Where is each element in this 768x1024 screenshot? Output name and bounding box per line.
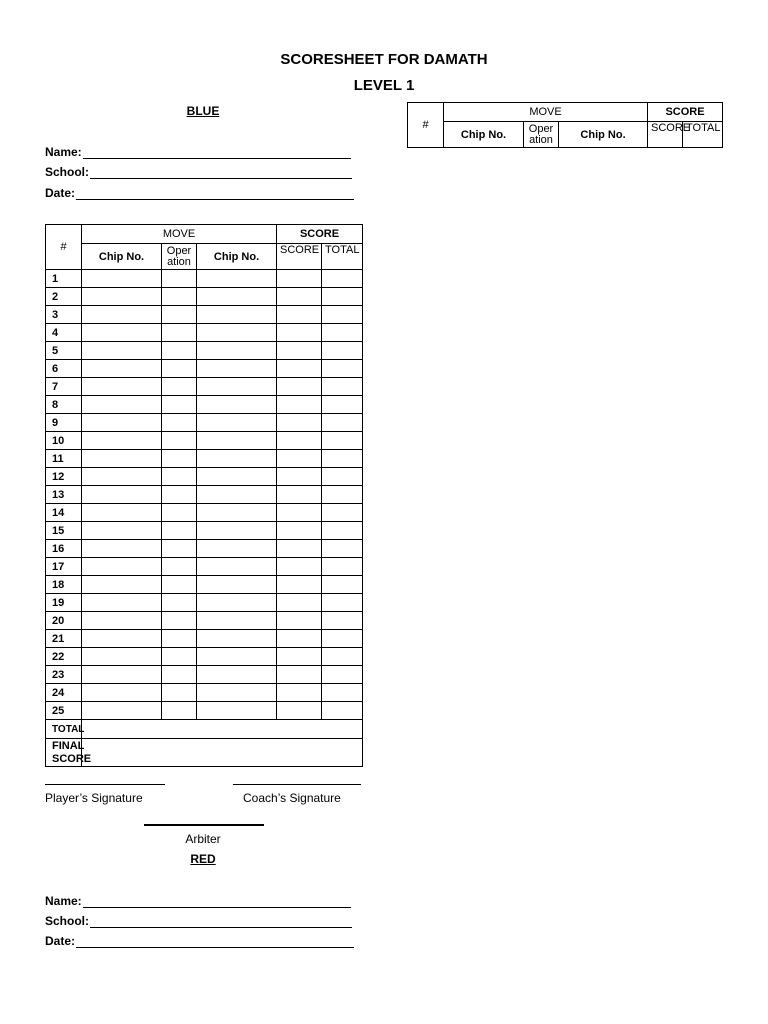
chip-no-cell-2[interactable] bbox=[197, 702, 277, 720]
row-number: 8 bbox=[46, 396, 82, 414]
chip-no-cell[interactable] bbox=[82, 468, 162, 486]
red-school-line[interactable] bbox=[90, 916, 352, 928]
chip-no-cell-2[interactable] bbox=[197, 468, 277, 486]
operation-cell[interactable] bbox=[162, 378, 197, 396]
chip-no-cell-2[interactable] bbox=[197, 288, 277, 306]
table-row bbox=[46, 414, 363, 432]
score-cell[interactable] bbox=[277, 324, 322, 342]
chip-no-cell-2[interactable] bbox=[197, 486, 277, 504]
chip-no-cell-2[interactable] bbox=[197, 396, 277, 414]
total-row-value[interactable] bbox=[82, 720, 363, 739]
total-cell[interactable] bbox=[322, 486, 363, 504]
row-number: 20 bbox=[46, 612, 82, 630]
table-row bbox=[46, 522, 363, 540]
chip-no-cell-2[interactable] bbox=[197, 306, 277, 324]
red-chip-no-header-2: Chip No. bbox=[559, 122, 648, 148]
chip-no-cell[interactable] bbox=[82, 486, 162, 504]
total-cell[interactable] bbox=[322, 522, 363, 540]
operation-cell[interactable] bbox=[162, 288, 197, 306]
operation-cell[interactable] bbox=[162, 648, 197, 666]
score-group-header: SCORE bbox=[277, 225, 363, 244]
row-number: 14 bbox=[46, 504, 82, 522]
total-cell[interactable] bbox=[322, 432, 363, 450]
level-title: LEVEL 1 bbox=[353, 77, 415, 94]
operation-cell[interactable] bbox=[162, 540, 197, 558]
chip-no-cell[interactable] bbox=[82, 630, 162, 648]
chip-no-cell[interactable] bbox=[82, 594, 162, 612]
row-number: 1 bbox=[46, 270, 82, 288]
total-cell[interactable] bbox=[322, 666, 363, 684]
operation-cell[interactable] bbox=[162, 468, 197, 486]
coach-signature-line[interactable] bbox=[233, 784, 361, 785]
chip-no-cell-2[interactable] bbox=[197, 378, 277, 396]
total-cell[interactable] bbox=[322, 468, 363, 486]
total-cell[interactable] bbox=[322, 414, 363, 432]
total-cell[interactable] bbox=[322, 612, 363, 630]
chip-no-header-2: Chip No. bbox=[197, 244, 277, 270]
chip-no-cell[interactable] bbox=[82, 648, 162, 666]
score-cell[interactable] bbox=[277, 666, 322, 684]
chip-no-cell-2[interactable] bbox=[197, 504, 277, 522]
total-cell[interactable] bbox=[322, 450, 363, 468]
chip-no-cell-2[interactable] bbox=[197, 540, 277, 558]
score-cell[interactable] bbox=[277, 396, 322, 414]
operation-cell[interactable] bbox=[162, 414, 197, 432]
score-cell[interactable] bbox=[277, 540, 322, 558]
total-cell[interactable] bbox=[322, 342, 363, 360]
chip-no-cell[interactable] bbox=[82, 360, 162, 378]
operation-cell[interactable] bbox=[162, 504, 197, 522]
score-cell[interactable] bbox=[277, 270, 322, 288]
score-cell[interactable] bbox=[277, 612, 322, 630]
operation-cell[interactable] bbox=[162, 702, 197, 720]
chip-no-cell-2[interactable] bbox=[197, 684, 277, 702]
table-row bbox=[46, 594, 363, 612]
row-number: 4 bbox=[46, 324, 82, 342]
red-date-line[interactable] bbox=[76, 936, 354, 948]
red-name-line[interactable] bbox=[83, 896, 351, 908]
chip-no-cell-2[interactable] bbox=[197, 612, 277, 630]
table-row bbox=[46, 684, 363, 702]
chip-no-cell-2[interactable] bbox=[197, 522, 277, 540]
score-cell[interactable] bbox=[277, 378, 322, 396]
total-cell[interactable] bbox=[322, 684, 363, 702]
chip-no-cell-2[interactable] bbox=[197, 576, 277, 594]
red-name-field[interactable] bbox=[45, 894, 351, 908]
table-row bbox=[46, 324, 363, 342]
row-number: 12 bbox=[46, 468, 82, 486]
table-row bbox=[46, 612, 363, 630]
row-number: 24 bbox=[46, 684, 82, 702]
red-total-header: TOTAL bbox=[683, 122, 723, 148]
blue-school-line[interactable] bbox=[90, 167, 352, 179]
total-cell[interactable] bbox=[322, 630, 363, 648]
red-date-label: Date: bbox=[45, 934, 76, 948]
total-cell[interactable] bbox=[322, 558, 363, 576]
row-number: 23 bbox=[46, 666, 82, 684]
total-cell[interactable] bbox=[322, 270, 363, 288]
row-number: 18 bbox=[46, 576, 82, 594]
final-score-value[interactable] bbox=[82, 739, 363, 767]
player-signature-line[interactable] bbox=[45, 784, 165, 785]
score-cell[interactable] bbox=[277, 414, 322, 432]
chip-no-cell[interactable] bbox=[82, 684, 162, 702]
total-cell[interactable] bbox=[322, 594, 363, 612]
chip-no-cell[interactable] bbox=[82, 324, 162, 342]
move-header: MOVE bbox=[82, 225, 277, 244]
chip-no-cell[interactable] bbox=[82, 504, 162, 522]
table-row bbox=[46, 702, 363, 720]
row-number: 15 bbox=[46, 522, 82, 540]
blue-date-line[interactable] bbox=[76, 188, 354, 200]
total-cell[interactable] bbox=[322, 648, 363, 666]
hash-header: # bbox=[46, 225, 82, 270]
score-cell[interactable] bbox=[277, 648, 322, 666]
chip-no-cell-2[interactable] bbox=[197, 630, 277, 648]
chip-no-cell-2[interactable] bbox=[197, 270, 277, 288]
chip-no-cell[interactable] bbox=[82, 432, 162, 450]
blue-school-field[interactable] bbox=[45, 165, 352, 179]
operation-cell[interactable] bbox=[162, 306, 197, 324]
table-row bbox=[46, 630, 363, 648]
row-number: 21 bbox=[46, 630, 82, 648]
table-row bbox=[46, 648, 363, 666]
total-cell[interactable] bbox=[322, 702, 363, 720]
chip-no-cell-2[interactable] bbox=[197, 414, 277, 432]
chip-no-cell[interactable] bbox=[82, 702, 162, 720]
arbiter-label: Arbiter bbox=[185, 832, 221, 846]
table-row bbox=[46, 450, 363, 468]
score-cell[interactable] bbox=[277, 558, 322, 576]
chip-no-cell[interactable] bbox=[82, 450, 162, 468]
chip-no-cell[interactable] bbox=[82, 342, 162, 360]
score-cell[interactable] bbox=[277, 522, 322, 540]
chip-no-cell[interactable] bbox=[82, 558, 162, 576]
total-cell[interactable] bbox=[322, 324, 363, 342]
total-cell[interactable] bbox=[322, 360, 363, 378]
operation-cell[interactable] bbox=[162, 360, 197, 378]
table-row bbox=[46, 378, 363, 396]
blue-date-label: Date: bbox=[45, 186, 76, 200]
chip-no-cell[interactable] bbox=[82, 288, 162, 306]
operation-cell[interactable] bbox=[162, 486, 197, 504]
chip-no-cell[interactable] bbox=[82, 414, 162, 432]
table-row bbox=[46, 468, 363, 486]
operation-cell[interactable] bbox=[162, 450, 197, 468]
table-row bbox=[46, 540, 363, 558]
total-header: TOTAL bbox=[322, 244, 363, 270]
blue-school-label: School: bbox=[45, 165, 89, 179]
score-cell[interactable] bbox=[277, 504, 322, 522]
score-cell[interactable] bbox=[277, 576, 322, 594]
chip-no-cell[interactable] bbox=[82, 666, 162, 684]
chip-no-cell[interactable] bbox=[82, 522, 162, 540]
chip-no-cell-2[interactable] bbox=[197, 324, 277, 342]
chip-no-header: Chip No. bbox=[82, 244, 162, 270]
chip-no-cell[interactable] bbox=[82, 576, 162, 594]
row-number: 19 bbox=[46, 594, 82, 612]
red-score-table bbox=[407, 102, 723, 148]
sheet-title: SCORESHEET FOR DAMATH bbox=[280, 51, 488, 68]
operation-cell[interactable] bbox=[162, 630, 197, 648]
table-row bbox=[46, 432, 363, 450]
chip-no-cell[interactable] bbox=[82, 396, 162, 414]
red-score-group-header: SCORE bbox=[648, 103, 723, 122]
operation-cell[interactable] bbox=[162, 666, 197, 684]
total-cell[interactable] bbox=[322, 288, 363, 306]
red-date-field[interactable] bbox=[45, 934, 354, 948]
score-cell[interactable] bbox=[277, 432, 322, 450]
red-hash-header: # bbox=[408, 103, 444, 148]
score-cell[interactable] bbox=[277, 450, 322, 468]
blue-score-table bbox=[45, 224, 363, 767]
chip-no-cell-2[interactable] bbox=[197, 558, 277, 576]
row-number: 6 bbox=[46, 360, 82, 378]
player-signature-label: Player’s Signature bbox=[45, 791, 143, 805]
coach-signature-label: Coach’s Signature bbox=[243, 791, 341, 805]
chip-no-cell-2[interactable] bbox=[197, 342, 277, 360]
table-row bbox=[46, 306, 363, 324]
red-chip-no-header: Chip No. bbox=[444, 122, 524, 148]
total-cell[interactable] bbox=[322, 378, 363, 396]
row-number: 16 bbox=[46, 540, 82, 558]
operation-cell[interactable] bbox=[162, 594, 197, 612]
score-cell[interactable] bbox=[277, 288, 322, 306]
row-number: 9 bbox=[46, 414, 82, 432]
operation-cell[interactable] bbox=[162, 270, 197, 288]
final-score-label: FINAL SCORE bbox=[46, 739, 82, 767]
chip-no-cell[interactable] bbox=[82, 270, 162, 288]
chip-no-cell-2[interactable] bbox=[197, 666, 277, 684]
table-row bbox=[46, 576, 363, 594]
table-row bbox=[46, 486, 363, 504]
score-cell[interactable] bbox=[277, 342, 322, 360]
red-school-field[interactable] bbox=[45, 914, 352, 928]
chip-no-cell-2[interactable] bbox=[197, 594, 277, 612]
row-number: 25 bbox=[46, 702, 82, 720]
row-number: 10 bbox=[46, 432, 82, 450]
row-number: 5 bbox=[46, 342, 82, 360]
table-row bbox=[46, 504, 363, 522]
total-cell[interactable] bbox=[322, 504, 363, 522]
red-operation-header: Oper ation bbox=[524, 122, 559, 148]
total-row-label: TOTAL bbox=[46, 720, 82, 739]
chip-no-cell[interactable] bbox=[82, 540, 162, 558]
total-cell[interactable] bbox=[322, 540, 363, 558]
operation-cell[interactable] bbox=[162, 558, 197, 576]
score-cell[interactable] bbox=[277, 594, 322, 612]
table-row bbox=[46, 342, 363, 360]
red-label: RED bbox=[190, 852, 216, 866]
chip-no-cell-2[interactable] bbox=[197, 450, 277, 468]
score-cell[interactable] bbox=[277, 468, 322, 486]
chip-no-cell-2[interactable] bbox=[197, 432, 277, 450]
operation-cell[interactable] bbox=[162, 342, 197, 360]
blue-name-label: Name: bbox=[45, 145, 82, 159]
chip-no-cell[interactable] bbox=[82, 306, 162, 324]
row-number: 22 bbox=[46, 648, 82, 666]
chip-no-cell-2[interactable] bbox=[197, 360, 277, 378]
operation-cell[interactable] bbox=[162, 576, 197, 594]
blue-date-field[interactable] bbox=[45, 186, 354, 200]
row-number: 13 bbox=[46, 486, 82, 504]
blue-name-field[interactable] bbox=[45, 145, 351, 159]
red-score-header: SCORE bbox=[648, 122, 683, 148]
table-row bbox=[46, 360, 363, 378]
operation-cell[interactable] bbox=[162, 324, 197, 342]
score-cell[interactable] bbox=[277, 630, 322, 648]
operation-cell[interactable] bbox=[162, 396, 197, 414]
row-number: 3 bbox=[46, 306, 82, 324]
row-number: 2 bbox=[46, 288, 82, 306]
score-header: SCORE bbox=[277, 244, 322, 270]
red-school-label: School: bbox=[45, 914, 89, 928]
red-move-header: MOVE bbox=[444, 103, 648, 122]
operation-cell[interactable] bbox=[162, 684, 197, 702]
operation-header: Oper ation bbox=[162, 244, 197, 270]
score-cell[interactable] bbox=[277, 306, 322, 324]
table-row bbox=[46, 270, 363, 288]
red-name-label: Name: bbox=[45, 894, 82, 908]
chip-no-cell-2[interactable] bbox=[197, 648, 277, 666]
total-cell[interactable] bbox=[322, 396, 363, 414]
row-number: 17 bbox=[46, 558, 82, 576]
total-cell[interactable] bbox=[322, 576, 363, 594]
arbiter-signature-line[interactable] bbox=[144, 824, 264, 826]
operation-cell[interactable] bbox=[162, 522, 197, 540]
table-row bbox=[46, 288, 363, 306]
row-number: 11 bbox=[46, 450, 82, 468]
blue-label: BLUE bbox=[186, 104, 220, 118]
operation-cell[interactable] bbox=[162, 612, 197, 630]
score-cell[interactable] bbox=[277, 360, 322, 378]
score-cell[interactable] bbox=[277, 684, 322, 702]
chip-no-cell[interactable] bbox=[82, 378, 162, 396]
operation-cell[interactable] bbox=[162, 432, 197, 450]
total-cell[interactable] bbox=[322, 306, 363, 324]
table-row bbox=[46, 666, 363, 684]
blue-name-line[interactable] bbox=[83, 147, 351, 159]
chip-no-cell[interactable] bbox=[82, 612, 162, 630]
table-row bbox=[46, 396, 363, 414]
row-number: 7 bbox=[46, 378, 82, 396]
score-cell[interactable] bbox=[277, 486, 322, 504]
table-row bbox=[46, 558, 363, 576]
score-cell[interactable] bbox=[277, 702, 322, 720]
